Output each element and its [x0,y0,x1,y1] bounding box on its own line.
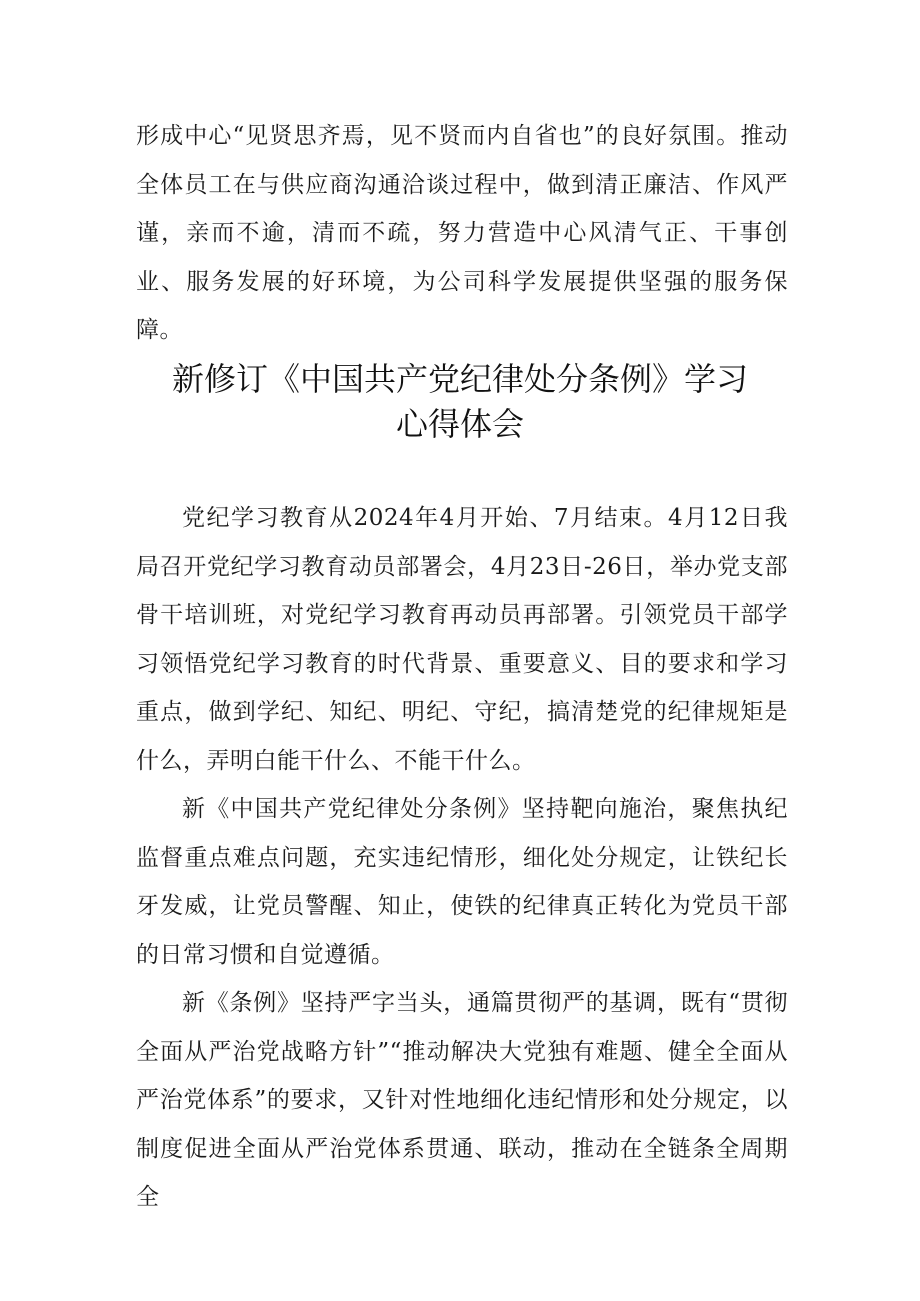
document-title [110,357,810,447]
title-line-2: 心得体会 [395,405,524,443]
body-paragraph-2: 新《中国共产党纪律处分条例》坚持靶向施治，聚焦执纪监督重点难点问题，充实违纪情形，细化处分规定，让铁纪长牙发威，让党员警醒、知止，使铁的纪律真正转化为党员干部的日常习惯和自觉遵循。 [136,796,788,968]
body-paragraph-1: 党纪学习教育从2024年4月开始、7月结束。4月12日我局召开党纪学习教育动员部署会，4月23日-26日，举办党支部骨干培训班，对党纪学习教育再动员再部署。引领党员干部学习领悟党纪学习教育的时代背景、重要意义、目的要求和学习重点，做到学纪、知纪、明纪、守纪，搞清楚党的纪律规矩是什么，弄明白能干什么、不能干什么。 [136,505,788,774]
title-line-1: 新修订《中国共产党纪律处分条例》学习 [171,360,748,398]
body-paragraph-3: 新《条例》坚持严字当头，通篇贯彻严的基调，既有“贯彻全面从严治党战略方针”“推动解决大党独有难题、健全全面从严治党体系”的要求，又针对性地细化违纪情形和处分规定，以制度促进全面从严治党体系贯通、联动，推动在全链条全周期全 [136,990,788,1210]
intro-paragraph: 形成中心“见贤思齐焉，见不贤而内自省也”的良好氛围。推动全体员工在与供应商沟通洽谈过程中，做到清正廉洁、作风严谨，亲而不逾，清而不疏，努力营造中心风清气正、干事创业、服务发展的好环境，为公司科学发展提供坚强的服务保障。 [136,123,788,343]
